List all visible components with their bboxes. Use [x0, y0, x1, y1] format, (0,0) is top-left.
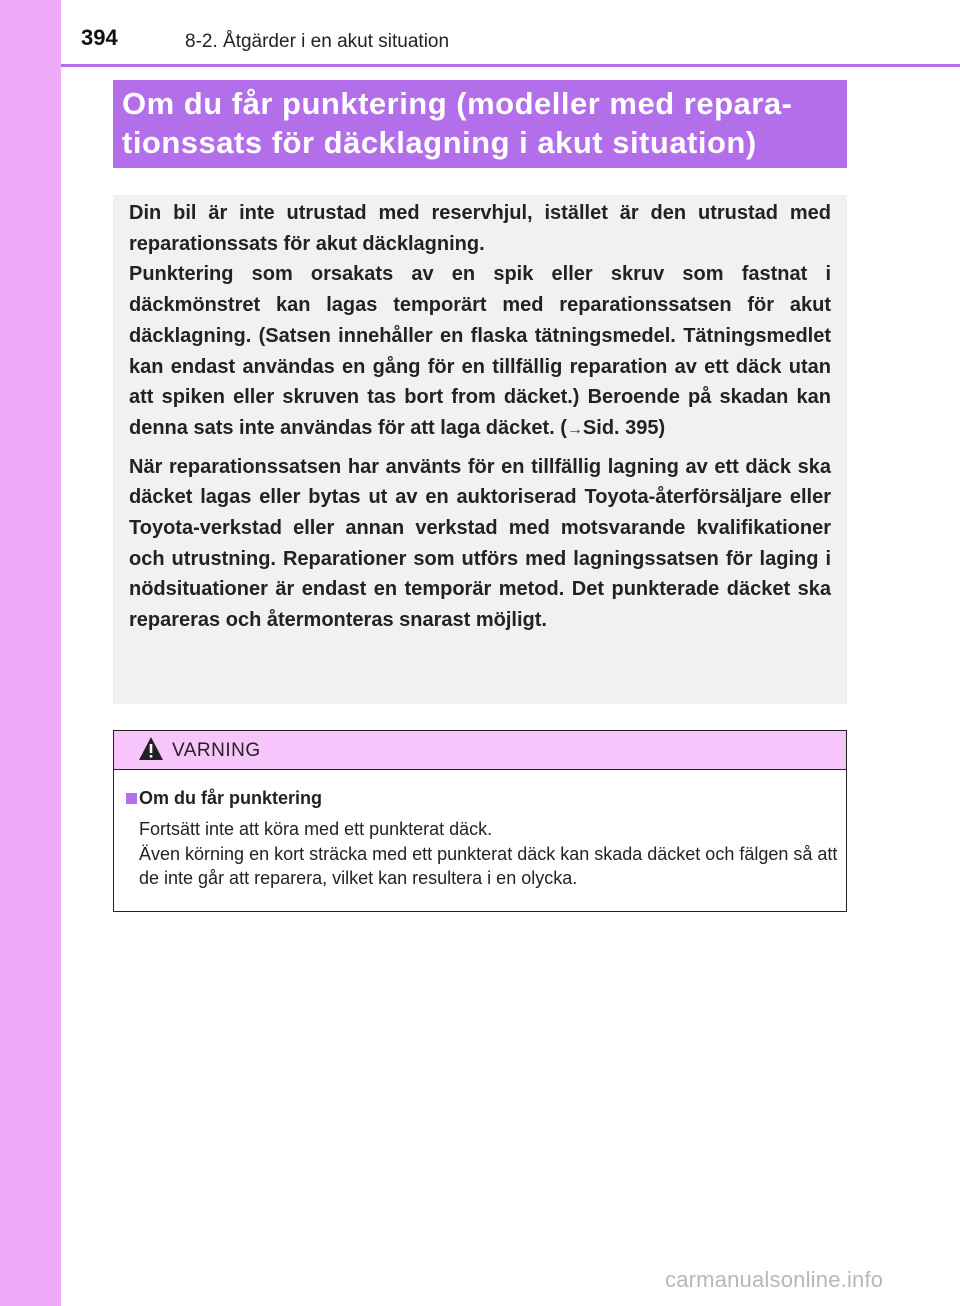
warning-line-2: Även körning en kort sträcka med ett punkterat däck kan skada däcket och fälgen så att de inte går att reparera, vilket kan resultera i en olycka. [139, 843, 838, 888]
bullet-square-icon [126, 793, 137, 804]
section-reference: 8-2. Åtgärder i en akut situation [185, 31, 450, 52]
warning-triangle-icon [138, 736, 164, 762]
page-header [61, 0, 960, 67]
section-title-line-2: tionssats för däcklagning i akut situation) [122, 125, 757, 160]
page-number: 394 [81, 25, 118, 50]
section-title-line-1: Om du får punktering (modeller med repara- [122, 86, 793, 121]
section-title [122, 84, 834, 162]
arrow-right-icon: → [566, 420, 583, 438]
warning-subheading: Om du får punktering [139, 788, 323, 808]
intro-box [113, 195, 847, 704]
warning-label: VARNING [172, 740, 261, 761]
warning-line-1: Fortsätt inte att köra med ett punkterat däck. [139, 819, 493, 839]
intro-paragraph-3: När reparationssatsen har använts för en tillfällig lagning av ett däck ska däcket lagas eller bytas ut av en auktoriserad Toyota-återförsäljare eller Toyota-verkstad eller annan verkstad med motsvarande kvalifikationer och utrustning. Reparationer som utförs med lagningssatsen för laging i nödsituationer är endast en temporär metod. Det punkterade däcket ska repareras och återmonteras snarast möjligt. [129, 455, 831, 632]
warning-body [139, 817, 839, 891]
intro-paragraph-2 [129, 259, 831, 445]
warning-box [113, 730, 847, 912]
side-tab-strip [0, 0, 61, 1306]
intro-paragraph-2-text: Punktering som orsakats av en spik eller skruv som fastnat i däckmönstret kan lagas temporärt med reparationssatsen för akut däcklagning. (Satsen innehåller en flaska tätningsmedel. Tätningsmedlet kan endast användas en gång för en tillfällig reparation av ett däck utan att spiken eller skruven tas bort from däcket.) Beroende på skadan kan denna sats inte användas för att laga däcket. ( [129, 263, 831, 439]
watermark-text: carmanualsonline.info [665, 1267, 884, 1292]
section-title-banner [113, 80, 847, 168]
page-reference-link[interactable]: Sid. 395) [582, 416, 666, 439]
warning-header [114, 731, 846, 770]
intro-paragraph-1: Din bil är inte utrustad med reservhjul, istället är den utrustad med reparationssats för akut däcklagning. [129, 202, 831, 255]
intro-content [129, 198, 831, 636]
